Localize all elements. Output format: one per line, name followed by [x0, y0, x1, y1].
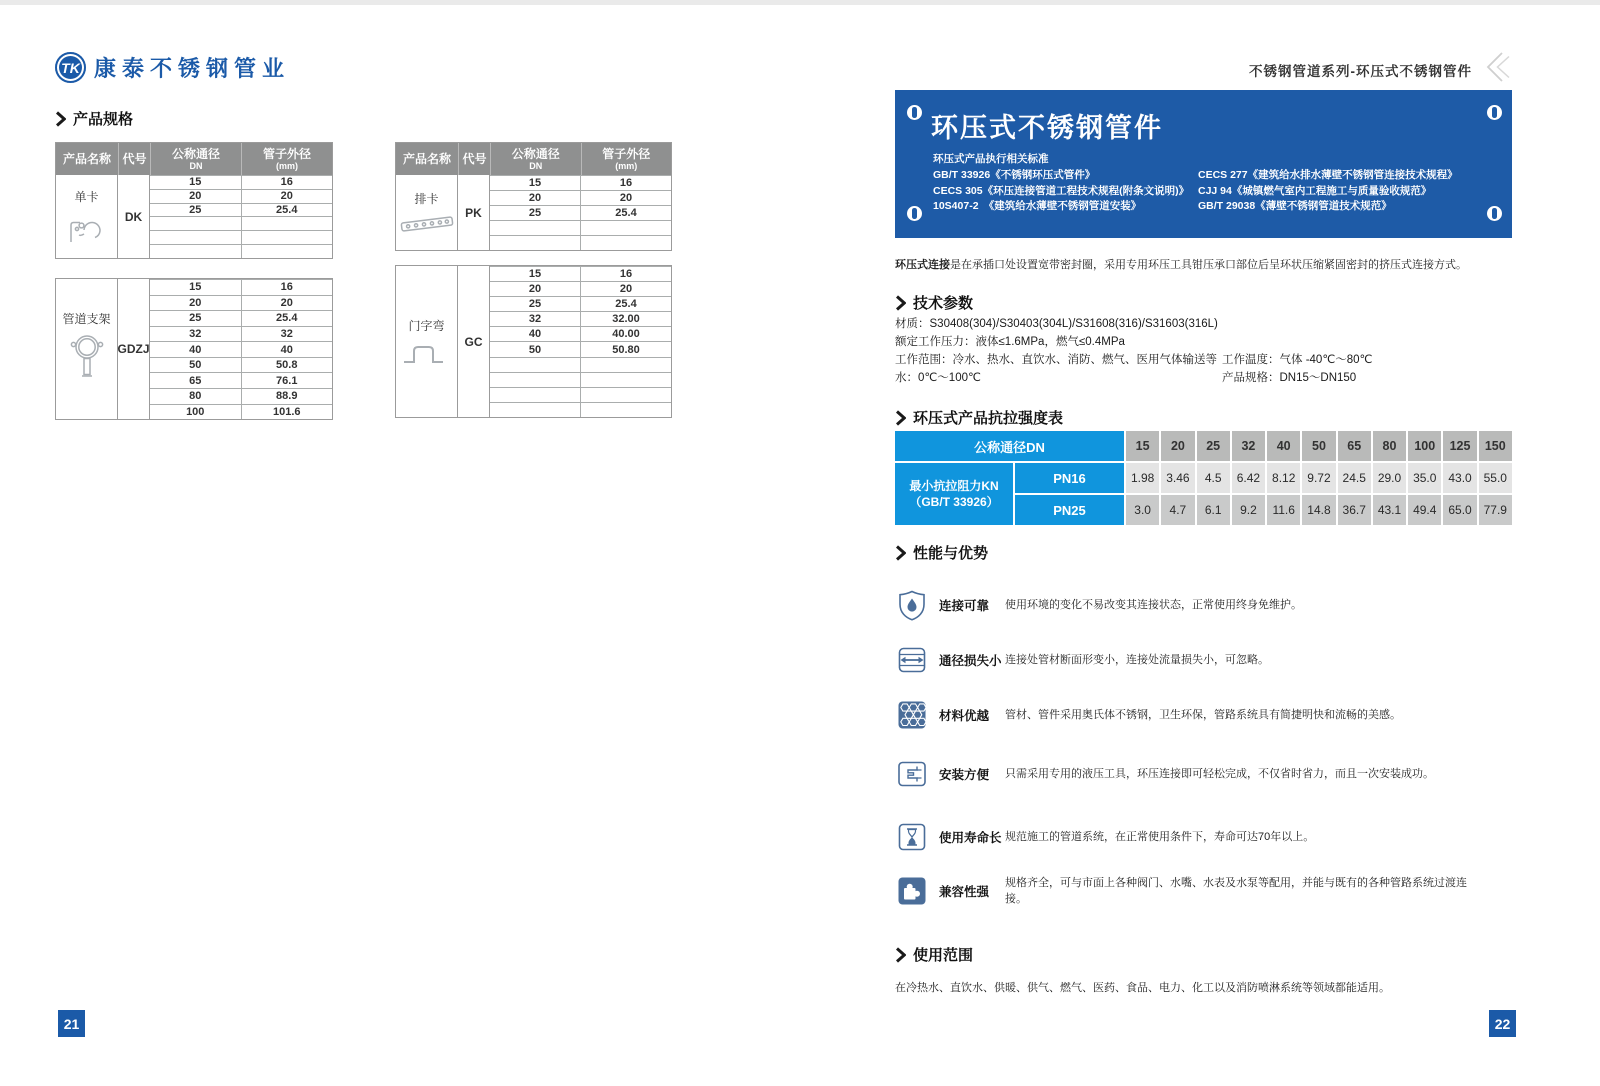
- pn16-value-cell: 55.0: [1479, 463, 1512, 493]
- od-cell: 16: [580, 267, 671, 281]
- advantage-item: [895, 820, 1517, 854]
- od-cell: [241, 231, 333, 244]
- pn16-value-cell: 24.5: [1338, 463, 1371, 493]
- table-row: [150, 203, 332, 217]
- od-cell: 32: [241, 327, 333, 342]
- table-rows: [490, 266, 671, 417]
- od-cell: 25.4: [580, 206, 671, 220]
- chevron-right-icon: [895, 295, 906, 311]
- advantage-label: 安装方便: [939, 768, 990, 782]
- spec-table-paika: [395, 142, 672, 251]
- crimp-tool-icon: [895, 757, 929, 791]
- dn-cell: 15: [528, 177, 542, 189]
- pn16-value-cell: 4.5: [1197, 463, 1230, 493]
- dn-cell: 50: [528, 343, 542, 356]
- diameter-arrow-icon: [895, 643, 929, 677]
- dn-cell: 40: [189, 343, 202, 356]
- pn16-value-cell: 29.0: [1373, 463, 1406, 493]
- advantage-desc: 只需采用专用的液压工具，环压连接即可轻松完成，不仅省时省力，而且一次安装成功。: [1005, 768, 1434, 780]
- od-cell: 20: [241, 296, 333, 311]
- dn-value-cell: 100: [1408, 431, 1441, 461]
- dn-cell: 32: [189, 327, 202, 340]
- pn25-value-cell: 14.8: [1302, 495, 1335, 525]
- table-row: [490, 311, 671, 326]
- product-cell: [396, 266, 458, 417]
- puzzle-icon: [895, 874, 929, 908]
- dn-cell: 40: [528, 328, 542, 341]
- dn-cell: [150, 245, 241, 258]
- table-row: [150, 175, 332, 189]
- banner-title: 环压式不锈钢管件: [931, 113, 1163, 143]
- disc-icon: [907, 105, 922, 120]
- od-cell: 20: [241, 190, 333, 203]
- page-number-right: 22: [1489, 1010, 1516, 1037]
- dn-cell: 15: [189, 281, 202, 294]
- standard-line: GB/T 33926《不锈钢环压式管件》: [933, 169, 1096, 181]
- product-cell: [56, 175, 118, 258]
- table-row: [490, 190, 671, 205]
- advantage-item: [895, 698, 1517, 732]
- table-row: [150, 230, 332, 244]
- od-cell: [580, 236, 671, 250]
- table-row: [150, 295, 332, 311]
- table-row: [150, 341, 332, 357]
- od-cell: 101.6: [241, 405, 333, 420]
- table-row: [490, 175, 671, 190]
- od-cell: 25.4: [241, 204, 333, 217]
- dn-cell: 100: [186, 405, 205, 418]
- disc-icon: [1487, 206, 1502, 221]
- od-cell: [241, 245, 333, 258]
- product-cell: [56, 279, 118, 419]
- od-cell: [580, 403, 671, 417]
- header-dn: 公称通径 DN: [490, 143, 581, 175]
- tech-spec: 产品规格：DN15～DN150: [1222, 372, 1357, 384]
- advantage-label: 连接可靠: [939, 599, 990, 613]
- table-row: [490, 326, 671, 341]
- standard-line: GB/T 29038《薄壁不锈钢管道技术规范》: [1198, 200, 1392, 212]
- advantage-desc: 规格齐全，可与市面上各种阀门、水嘴、水表及水泵等配用，并能与既有的各种管路系统过渡连接。: [1005, 877, 1467, 905]
- spec-table-danka: [55, 142, 333, 259]
- product-name: 单卡: [74, 189, 99, 204]
- section-title: 环压式产品抗拉强度表: [913, 410, 1064, 427]
- disc-icon: [1487, 105, 1502, 120]
- table-row: [490, 341, 671, 356]
- header-od: 管子外径 (mm): [581, 143, 672, 175]
- dn-cell: 15: [189, 176, 202, 189]
- dn-cell: 20: [189, 190, 202, 203]
- pn25-value-cell: 43.1: [1373, 495, 1406, 525]
- dn-value-cell: 125: [1443, 431, 1476, 461]
- od-cell: 40: [241, 342, 333, 357]
- standard-line: CJJ 94《城镇燃气室内工程施工与质量验收规范》: [1198, 184, 1432, 197]
- dn-cell: 25: [528, 298, 542, 311]
- spec-table-header: [56, 143, 332, 175]
- od-cell: 16: [241, 280, 333, 295]
- table-row: [490, 296, 671, 311]
- dn-cell: 25: [528, 207, 542, 219]
- honeycomb-icon: [895, 698, 929, 732]
- advantage-item: [895, 757, 1517, 791]
- od-cell: 20: [580, 282, 671, 296]
- header-product: 产品名称: [402, 151, 451, 166]
- breadcrumb: [900, 50, 1512, 89]
- single-clamp-photo: [64, 210, 110, 246]
- advantage-desc: 连接处管材断面形变小，连接处流量损失小，可忽略。: [1005, 654, 1269, 666]
- table-row: [150, 279, 332, 295]
- standard-line: CECS 277《建筑给水排水薄壁不锈钢管连接技术规程》: [1198, 169, 1458, 181]
- advantage-label: 材料优越: [939, 709, 990, 723]
- dn-value-cell: 40: [1267, 431, 1300, 461]
- product-name: 门字弯: [408, 318, 445, 333]
- dn-cell: 25: [189, 204, 202, 217]
- dn-value-cell: 80: [1373, 431, 1406, 461]
- spec-table-header: [396, 143, 671, 175]
- header-dn: 公称通径 DN: [150, 143, 241, 175]
- chevron-right-icon: [895, 545, 906, 561]
- section-title: 性能与优势: [913, 545, 989, 562]
- od-cell: 50.80: [580, 342, 671, 356]
- advantage-desc: 使用环境的变化不易改变其连接状态，正常使用终身免维护。: [1005, 599, 1302, 611]
- chevron-right-icon: [895, 947, 906, 963]
- product-name: 管道支架: [62, 312, 111, 326]
- intro-keyword: 环压式连接: [895, 259, 950, 271]
- advantage-item: [895, 588, 1517, 622]
- table-row: [490, 402, 671, 417]
- brand-logo-icon: TK: [55, 52, 86, 83]
- brand-logo: [55, 52, 290, 83]
- double-chevron-left-icon: [1482, 50, 1512, 89]
- pn25-value-cell: 49.4: [1408, 495, 1441, 525]
- section-title: 技术参数: [913, 295, 974, 312]
- pn25-label-cell: PN25: [1015, 495, 1124, 525]
- shield-drop-icon: [895, 588, 929, 622]
- header-product: 产品名称: [62, 151, 111, 166]
- header-od: 管子外径 (mm): [241, 143, 332, 175]
- product-code: DK: [118, 175, 150, 258]
- table-rows: [490, 175, 671, 250]
- dn-cell: 32: [528, 313, 542, 326]
- pn25-value-cell: 3.0: [1126, 495, 1159, 525]
- table-row: [490, 281, 671, 296]
- pn25-value-cell: 4.7: [1161, 495, 1194, 525]
- chevron-right-icon: [55, 111, 66, 127]
- dn-value-cell: 65: [1338, 431, 1371, 461]
- intro-paragraph: 环压式连接是在承插口处设置宽带密封圈，采用专用环压工具钳压承口部位后呈环状压缩紧固密封的挤压式连接方式。: [895, 259, 1467, 271]
- chevron-right-icon: [895, 410, 906, 426]
- product-code: GDZJ: [118, 279, 150, 419]
- standard-line: CECS 305《环压连接管道工程技术规程(附条文说明)》: [933, 184, 1190, 197]
- od-cell: 25.4: [241, 311, 333, 326]
- table-row: [490, 372, 671, 387]
- row-clamp-photo: [399, 212, 455, 236]
- section-product-specs: [55, 108, 133, 129]
- standard-line: 10S407-2 《建筑给水薄壁不锈钢管道安装》: [933, 200, 1142, 212]
- pn16-label-cell: PN16: [1015, 463, 1124, 493]
- product-code: GC: [458, 266, 490, 417]
- od-cell: [580, 388, 671, 402]
- pn16-value-cell: 3.46: [1161, 463, 1194, 493]
- table-row: [150, 372, 332, 388]
- table-rows: [150, 175, 332, 258]
- advantage-label: 使用寿命长: [939, 831, 1002, 845]
- section-advantages: [895, 542, 988, 563]
- dn-cell: 65: [189, 374, 202, 387]
- od-cell: 88.9: [241, 389, 333, 404]
- usage-text: 在冷热水、直饮水、供暖、供气、燃气、医药、食品、电力、化工以及消防喷淋系统等领域都能适用。: [895, 982, 1390, 994]
- od-cell: 76.1: [241, 373, 333, 388]
- brand-logo-text: 康泰不锈钢管业: [94, 56, 291, 81]
- od-cell: [241, 217, 333, 230]
- dn-cell: 80: [189, 390, 202, 403]
- tech-pressure: 额定工作压力：液体≤1.6MPa，燃气≤0.4MPa: [895, 336, 1125, 348]
- advantage-item: [895, 643, 1517, 677]
- spec-table-menziwan: [395, 265, 672, 418]
- table-row: [150, 216, 332, 230]
- table-row: [490, 357, 671, 372]
- table-row: [490, 205, 671, 220]
- pn16-value-cell: 9.72: [1302, 463, 1335, 493]
- pn16-value-cell: 1.98: [1126, 463, 1159, 493]
- table-row: [490, 235, 671, 250]
- dn-cell: 20: [528, 192, 542, 204]
- dn-cell: [490, 358, 580, 372]
- advantage-label: 通径损失小: [939, 654, 1002, 668]
- table-row: [150, 357, 332, 373]
- pn16-value-cell: 35.0: [1408, 463, 1441, 493]
- od-cell: [580, 373, 671, 387]
- od-cell: 40.00: [580, 327, 671, 341]
- tech-params: [895, 318, 1517, 385]
- dn-header-cell: 公称通径DN: [895, 431, 1124, 461]
- dn-cell: 25: [189, 312, 202, 325]
- page-number-left: 21: [58, 1010, 85, 1037]
- strength-row-label: 最小抗拉阻力KN （GB/T 33926）: [895, 463, 1013, 525]
- standards-column-right: [1198, 168, 1458, 215]
- advantage-item: [895, 874, 1517, 908]
- disc-icon: [907, 206, 922, 221]
- banner-subtitle: 环压式产品执行相关标准: [933, 153, 1049, 165]
- dn-value-cell: 32: [1232, 431, 1265, 461]
- door-bend-photo: [401, 339, 453, 367]
- advantage-desc: 管材、管件采用奥氏体不锈钢，卫生环保，管路系统具有简捷明快和流畅的美感。: [1005, 709, 1401, 721]
- od-cell: 50.8: [241, 358, 333, 373]
- tech-scope: 工作范围：冷水、热水、直饮水、消防、燃气、医用气体输送等: [895, 354, 1217, 366]
- advantage-desc: 规范施工的管道系统，在正常使用条件下，寿命可达70年以上。: [1005, 831, 1315, 843]
- product-cell: [396, 175, 458, 250]
- pn16-value-cell: 8.12: [1267, 463, 1300, 493]
- spec-table-guandaozhijia: [55, 278, 333, 420]
- section-usage: [895, 944, 973, 965]
- table-row: [150, 189, 332, 203]
- dn-cell: [490, 403, 580, 417]
- product-banner: [895, 90, 1512, 238]
- standards-column-left: [933, 168, 1198, 215]
- pn25-value-cell: 77.9: [1479, 495, 1512, 525]
- product-code: PK: [458, 175, 490, 250]
- pn25-value-cell: 11.6: [1267, 495, 1300, 525]
- dn-cell: [490, 236, 580, 250]
- dn-value-cell: 15: [1126, 431, 1159, 461]
- dn-cell: 20: [528, 283, 542, 296]
- pn25-value-cell: 6.1: [1197, 495, 1230, 525]
- tech-water-row: [895, 372, 1517, 385]
- hourglass-icon: [895, 820, 929, 854]
- od-cell: 16: [580, 176, 671, 190]
- dn-cell: 15: [528, 268, 542, 281]
- dn-cell: [490, 388, 580, 402]
- header-code: 代号: [118, 143, 150, 175]
- pipe-bracket-photo: [66, 332, 108, 388]
- table-row: [150, 388, 332, 404]
- od-cell: 16: [241, 176, 333, 189]
- dn-value-cell: 50: [1302, 431, 1335, 461]
- dn-value-cell: 20: [1161, 431, 1194, 461]
- tech-material: 材质：S30408(304)/S30403(304L)/S31608(316)/S31603(316L): [895, 318, 1218, 330]
- table-row: [150, 326, 332, 342]
- advantage-label: 兼容性强: [939, 885, 990, 899]
- od-cell: 25.4: [580, 297, 671, 311]
- pn25-value-cell: 9.2: [1232, 495, 1265, 525]
- strength-table: [895, 431, 1512, 525]
- table-row: [490, 266, 671, 281]
- dn-values-row: [1126, 431, 1512, 461]
- od-cell: [580, 221, 671, 235]
- pn-label-column: [1015, 463, 1124, 525]
- table-rows: [150, 279, 332, 419]
- section-title: 产品规格: [73, 111, 134, 128]
- section-tech-params: [895, 292, 973, 313]
- dn-cell: 20: [189, 296, 202, 309]
- header-code: 代号: [458, 143, 490, 175]
- pn16-values-row: [1126, 463, 1512, 493]
- dn-cell: [490, 373, 580, 387]
- table-row: [150, 404, 332, 420]
- tech-water: 水：0℃～100℃: [895, 372, 981, 384]
- breadcrumb-text: 不锈钢管道系列-环压式不锈钢管件: [1249, 63, 1472, 79]
- pn25-values-row: [1126, 495, 1512, 525]
- dn-cell: 50: [189, 359, 202, 372]
- od-cell: 32.00: [580, 312, 671, 326]
- pn25-value-cell: 65.0: [1443, 495, 1476, 525]
- table-row: [150, 310, 332, 326]
- tech-scope-row: [895, 354, 1517, 367]
- od-cell: [580, 358, 671, 372]
- tech-temperature: 工作温度：气体 -40℃～80℃: [1222, 354, 1373, 366]
- page-edge: [0, 0, 1600, 5]
- table-row: [490, 220, 671, 235]
- product-name: 排卡: [414, 191, 439, 206]
- dn-cell: [490, 221, 580, 235]
- table-row: [150, 244, 332, 258]
- dn-cell: [150, 231, 241, 244]
- pn16-value-cell: 43.0: [1443, 463, 1476, 493]
- dn-cell: [150, 217, 241, 230]
- dn-value-cell: 150: [1479, 431, 1512, 461]
- pn25-value-cell: 36.7: [1338, 495, 1371, 525]
- od-cell: 20: [580, 191, 671, 205]
- table-row: [490, 387, 671, 402]
- section-strength-table: [895, 407, 1063, 428]
- section-title: 使用范围: [913, 947, 974, 964]
- dn-value-cell: 25: [1197, 431, 1230, 461]
- pn16-value-cell: 6.42: [1232, 463, 1265, 493]
